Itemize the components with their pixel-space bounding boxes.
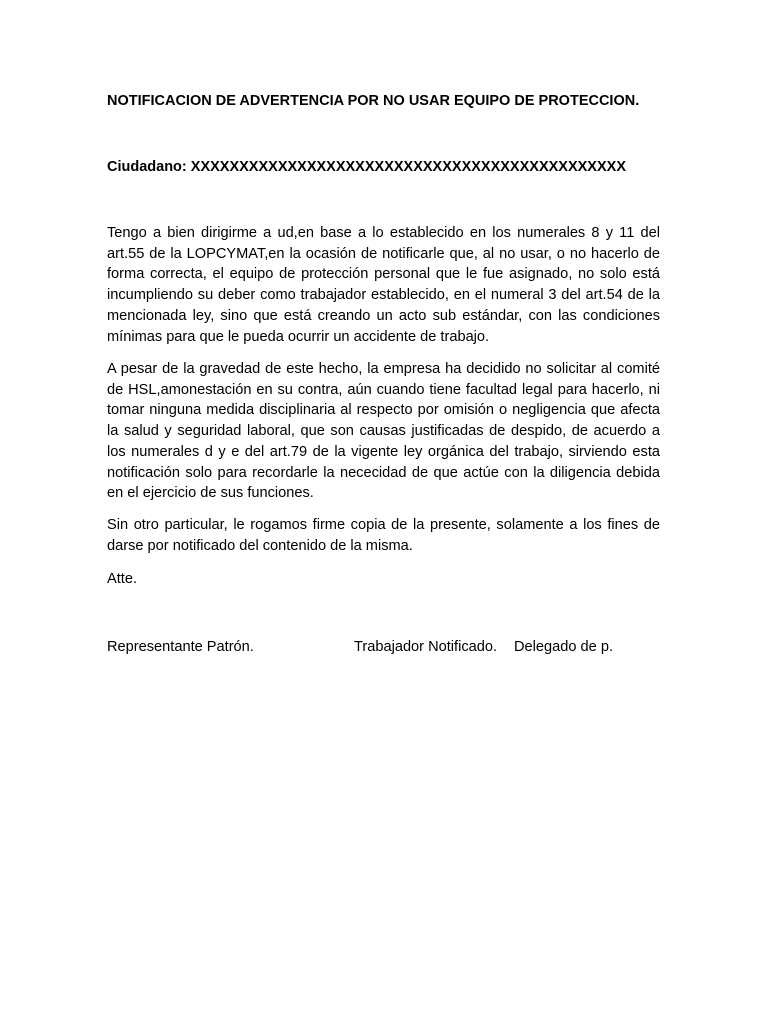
body-paragraph-1: Tengo a bien dirigirme a ud,en base a lo establecido en los numerales 8 y 11 del art.55 de la LOPCYMAT,en la ocasión de notificarle que, al no usar, o no hacerlo de forma correcta, el equipo de protección personal que le fue asignado, no solo está incumpliendo su deber como trabajador establecido, en el numeral 3 del art.54 de la mencionada ley, sino que está creando un acto sub estándar, con las condiciones mínimas para que le pueda ocurrir un accidente de trabajo.: [107, 225, 660, 345]
signature-prevention-delegate: Delegado de p.: [514, 639, 613, 655]
signature-employer-representative: Representante Patrón.: [107, 639, 254, 655]
document-title: NOTIFICACION DE ADVERTENCIA POR NO USAR EQUIPO DE PROTECCION.: [107, 93, 640, 109]
citizen-line: Ciudadano: XXXXXXXXXXXXXXXXXXXXXXXXXXXXXXXXXXXXXXXXXXXXX: [107, 159, 626, 175]
body-paragraph-3: Sin otro particular, le rogamos firme copia de la presente, solamente a los fines de darse por notificado del contenido de la misma.: [107, 517, 660, 554]
closing-salutation: Atte.: [107, 571, 138, 587]
body-paragraph-2: A pesar de la gravedad de este hecho, la empresa ha decidido no solicitar al comité de HSL,amonestación en su contra, aún cuando tiene facultad legal para hacerlo, ni tomar ninguna medida disciplinaria al respecto por omisión o negligencia que afecta la salud y seguridad laboral, que son causas justificadas de despido, de acuerdo a los numerales d y e del art.79 de la vigente ley orgánica del trabajo, sirviendo esta notificación solo para recordarle la nececidad de que actúe con la diligencia debida en el ejercicio de sus funciones.: [107, 361, 660, 502]
signature-notified-worker: Trabajador Notificado.: [354, 639, 498, 655]
